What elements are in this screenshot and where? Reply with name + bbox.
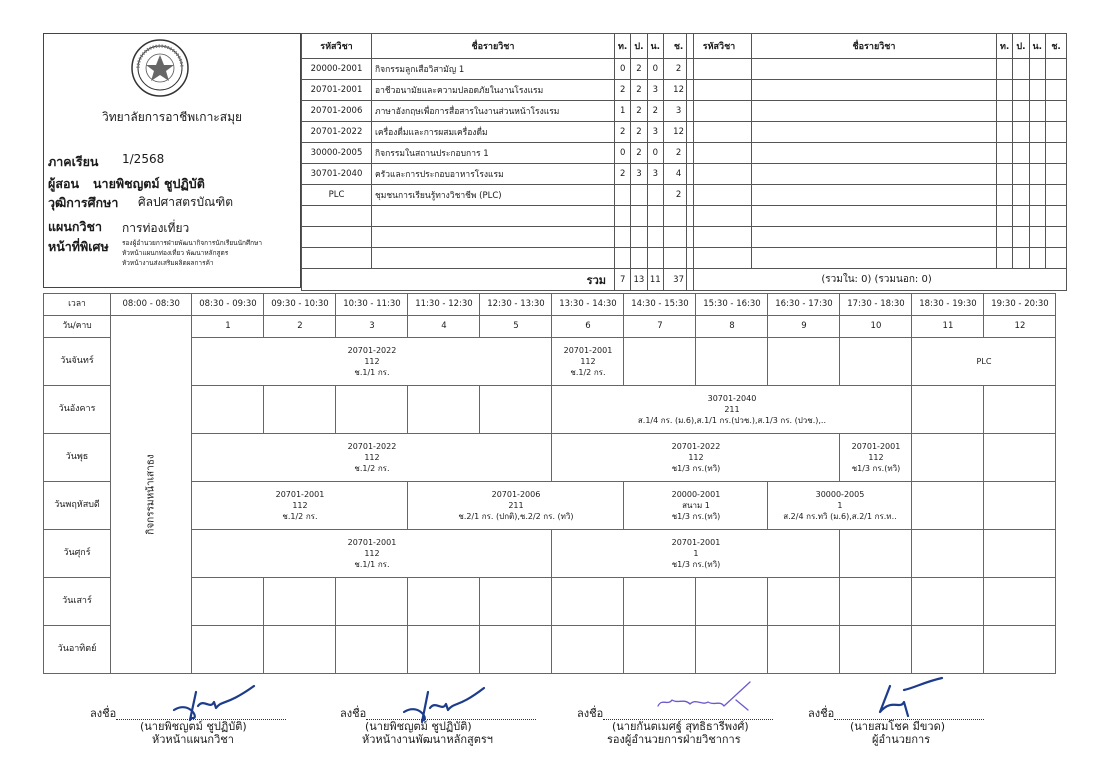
time-slot: 08:30 - 09:30 [192, 294, 264, 316]
class-code: PLC [976, 357, 992, 366]
time-slot: 15:30 - 16:30 [696, 294, 768, 316]
practice: 2 [631, 143, 647, 164]
class-code: 20701-2006 [491, 490, 541, 499]
theory: 2 [615, 80, 631, 101]
summary-row [687, 269, 1067, 291]
sign-prefix: ลงชื่อ [808, 707, 835, 720]
theory: 2 [615, 164, 631, 185]
empty-slot [408, 386, 480, 434]
department-label: แผนกวิชา [48, 219, 103, 234]
duty-item: รองผู้อำนวยการฝ่ายพัฒนากิจการนักเรียนนักศึกษา [122, 239, 262, 247]
hours: 12 [664, 122, 694, 143]
signature-scribble [400, 680, 490, 725]
theory: 2 [615, 122, 631, 143]
class-block [408, 482, 624, 530]
day-name: วันเสาร์ [44, 578, 111, 626]
signer-name: (นายพิชญตม์ ชูปฏิบัติ) [140, 720, 247, 733]
total-label: รวม [302, 269, 615, 291]
homeroom-activity: กิจกรรมหน้าเสาธง [145, 453, 157, 535]
college-name: วิทยาลัยการอาชีพเกาะสมุย [101, 110, 243, 124]
class-room: 112 [364, 549, 380, 558]
special-duty-list [122, 238, 262, 268]
class-group: ช.1/1 กร. [354, 560, 390, 569]
col-header-practice: ป. [1013, 34, 1029, 59]
total-credits: 11 [647, 269, 664, 291]
table-row-empty [687, 122, 1067, 143]
col-header-theory: ท. [615, 34, 631, 59]
class-code: 20000-2001 [671, 490, 721, 499]
class-code: 20701-2022 [347, 442, 397, 451]
day-row-monday [44, 338, 1056, 386]
period-number: 10 [840, 316, 912, 338]
subject-name: เครื่องดื่มและการผสมเครื่องดื่ม [372, 122, 615, 143]
class-code: 20701-2022 [347, 346, 397, 355]
class-group: ช.1/2 กร. [354, 464, 390, 473]
class-room: สนาม 1 [682, 501, 710, 510]
empty-slot [912, 434, 984, 482]
period-number: 7 [624, 316, 696, 338]
degree-value: ศิลปศาสตรบัณฑิต [138, 195, 234, 209]
weekly-schedule [43, 293, 1056, 674]
total-practice: 13 [631, 269, 647, 291]
period-label: วัน/คาบ [44, 316, 111, 338]
table-row-empty [687, 59, 1067, 80]
day-row-thursday [44, 482, 1056, 530]
class-room: 112 [364, 453, 380, 462]
sign-prefix: ลงชื่อ [340, 707, 367, 720]
col-header-code: รหัสวิชา [687, 34, 752, 59]
special-duty-label: หน้าที่พิเศษ [48, 239, 109, 254]
class-group: ช.1/2 กร. [570, 368, 606, 377]
table-row-empty [302, 248, 694, 269]
total-row [302, 269, 694, 291]
table-row-empty [687, 164, 1067, 185]
class-block [624, 482, 768, 530]
empty-slot [192, 386, 264, 434]
class-group: ส.2/4 กร.ทวิ (ม.6),ส.2/1 กร.ท.. [783, 512, 897, 521]
table-row [302, 59, 694, 80]
theory [615, 185, 631, 206]
col-header-credits: น. [647, 34, 664, 59]
table-row [302, 80, 694, 101]
table-row-empty [687, 206, 1067, 227]
period-header-row [44, 316, 1056, 338]
signer-name: (นายพิชญตม์ ชูปฏิบัติ) [365, 720, 472, 733]
col-header-name: ชื่อรายวิชา [752, 34, 997, 59]
semester-value: 1/2568 [122, 152, 165, 166]
time-slot: 10:30 - 11:30 [336, 294, 408, 316]
signer-role: ผู้อำนวยการ [872, 733, 931, 746]
class-block [192, 338, 552, 386]
teacher-label: ผู้สอน [48, 176, 80, 191]
day-name: วันพฤหัสบดี [44, 482, 111, 530]
class-code: 20701-2022 [671, 442, 721, 451]
class-code: 30000-2005 [815, 490, 865, 499]
table-row-empty [687, 80, 1067, 101]
table-row [302, 164, 694, 185]
table-row-empty [302, 227, 694, 248]
empty-slot [912, 482, 984, 530]
empty-slot [840, 338, 912, 386]
day-name: วันศุกร์ [44, 530, 111, 578]
col-header-theory: ท. [997, 34, 1013, 59]
subject-name: ครัวและการประกอบอาหารโรงแรม [372, 164, 615, 185]
duty-item: หัวหน้าแผนกท่องเที่ยว พัฒนาหลักสูตร [122, 249, 229, 257]
class-room: 1 [837, 501, 843, 510]
subject-table-right [686, 33, 1067, 291]
class-block [552, 434, 840, 482]
table-row-empty [687, 248, 1067, 269]
class-code: 20701-2001 [563, 346, 613, 355]
time-header-row [44, 294, 1056, 316]
practice [631, 185, 647, 206]
table-row [302, 185, 694, 206]
credits [647, 185, 664, 206]
subject-name: อาชีวอนามัยและความปลอดภัยในงานโรงแรม [372, 80, 615, 101]
empty-slot [336, 386, 408, 434]
class-block [192, 482, 408, 530]
class-group: ช.1/1 กร. [354, 368, 390, 377]
period-number: 9 [768, 316, 840, 338]
time-slot: 11:30 - 12:30 [408, 294, 480, 316]
class-code: 20701-2001 [851, 442, 901, 451]
class-code: 20701-2001 [671, 538, 721, 547]
time-slot: 14:30 - 15:30 [624, 294, 696, 316]
subject-name: ชุมชนการเรียนรู้ทางวิชาชีพ (PLC) [372, 185, 615, 206]
period-number: 1 [192, 316, 264, 338]
subject-table [301, 33, 694, 291]
day-name: วันอาทิตย์ [44, 626, 111, 674]
degree-label: วุฒิการศึกษา [48, 195, 119, 210]
subject-code: 20701-2006 [302, 101, 372, 122]
time-label: เวลา [44, 294, 111, 316]
class-room: 211 [724, 405, 740, 414]
subject-code: 30000-2005 [302, 143, 372, 164]
department-value: การท่องเที่ยว [122, 221, 190, 235]
class-group: ช.1/2 กร. [282, 512, 318, 521]
day-row-wednesday [44, 434, 1056, 482]
table-row-empty [687, 227, 1067, 248]
empty-slot [624, 338, 696, 386]
subject-code: 20000-2001 [302, 59, 372, 80]
empty-slot [912, 530, 984, 578]
theory: 0 [615, 59, 631, 80]
subject-code: PLC [302, 185, 372, 206]
period-number: 8 [696, 316, 768, 338]
empty-slot [984, 386, 1056, 434]
in-out-summary: (รวมใน: 0) (รวมนอก: 0) [687, 269, 1067, 291]
day-name: วันพุธ [44, 434, 111, 482]
period-number: 4 [408, 316, 480, 338]
sign-prefix: ลงชื่อ [90, 707, 117, 720]
practice: 3 [631, 164, 647, 185]
subject-name: กิจกรรมลูกเสือวิสามัญ 1 [372, 59, 615, 80]
empty-slot [984, 434, 1056, 482]
col-header-name: ชื่อรายวิชา [372, 34, 615, 59]
class-block [912, 338, 1056, 386]
time-slot: 16:30 - 17:30 [768, 294, 840, 316]
class-group: ส.1/4 กร. (ม.6),ส.1/1 กร.(ปวช.),ส.1/3 กร. (ปวช.),.. [637, 416, 827, 425]
empty-slot [480, 386, 552, 434]
time-slot: 09:30 - 10:30 [264, 294, 336, 316]
class-room: 1 [693, 549, 699, 558]
col-header-hours: ช. [664, 34, 694, 59]
signature-scribble [170, 680, 260, 725]
hours: 2 [664, 59, 694, 80]
class-room: 112 [292, 501, 308, 510]
hours: 2 [664, 143, 694, 164]
practice: 2 [631, 101, 647, 122]
semester-label: ภาคเรียน [48, 154, 99, 169]
empty-slot [984, 482, 1056, 530]
class-code: 20701-2001 [347, 538, 397, 547]
class-room: 112 [688, 453, 704, 462]
credits: 3 [647, 122, 664, 143]
class-group: ช1/3 กร.(ทวิ) [851, 464, 901, 473]
table-row-empty [302, 206, 694, 227]
col-header-code: รหัสวิชา [302, 34, 372, 59]
subject-name: ภาษาอังกฤษเพื่อการสื่อสารในงานส่วนหน้าโรงแรม [372, 101, 615, 122]
theory: 0 [615, 143, 631, 164]
class-block [552, 530, 840, 578]
teacher-name: นายพิชญตม์ ชูปฏิบัติ [93, 176, 205, 191]
time-slot: 19:30 - 20:30 [984, 294, 1056, 316]
class-group: ช1/3 กร.(ทวิ) [671, 464, 721, 473]
class-group: ช.2/1 กร. (ปกติ),ช.2/2 กร. (ทวิ) [458, 512, 574, 521]
subject-name: กิจกรรมในสถานประกอบการ 1 [372, 143, 615, 164]
period-number: 12 [984, 316, 1056, 338]
signer-role: รองผู้อำนวยการฝ่ายวิชาการ [607, 733, 741, 746]
hours: 2 [664, 185, 694, 206]
class-block [552, 338, 624, 386]
table-row [302, 143, 694, 164]
class-room: 112 [580, 357, 596, 366]
class-room: 211 [508, 501, 524, 510]
practice: 2 [631, 59, 647, 80]
homeroom-activity-cell [111, 316, 192, 674]
credits: 0 [647, 143, 664, 164]
empty-slot [696, 338, 768, 386]
time-slot: 17:30 - 18:30 [840, 294, 912, 316]
subject-code: 30701-2040 [302, 164, 372, 185]
empty-slot [840, 530, 912, 578]
class-room: 112 [364, 357, 380, 366]
class-block [192, 530, 552, 578]
credits: 3 [647, 164, 664, 185]
class-block [192, 434, 552, 482]
sign-prefix: ลงชื่อ [577, 707, 604, 720]
empty-slot [912, 386, 984, 434]
signature-scribble [870, 676, 950, 721]
hours: 4 [664, 164, 694, 185]
period-number: 5 [480, 316, 552, 338]
period-number: 6 [552, 316, 624, 338]
class-code: 20701-2001 [275, 490, 325, 499]
homeroom-time: 08:00 - 08:30 [111, 294, 192, 316]
signer-role: หัวหน้าแผนกวิชา [152, 733, 234, 746]
class-block [768, 482, 912, 530]
class-code: 30701-2040 [707, 394, 757, 403]
table-row-empty [687, 185, 1067, 206]
empty-slot [264, 386, 336, 434]
day-row-saturday [44, 578, 1056, 626]
class-group: ช1/3 กร.(ทวิ) [671, 560, 721, 569]
col-header-credits: น. [1029, 34, 1046, 59]
class-block [552, 386, 912, 434]
total-theory: 7 [615, 269, 631, 291]
duty-item: หัวหน้างานส่งเสริมผลิตผลการค้า [122, 259, 214, 267]
credits: 2 [647, 101, 664, 122]
time-slot: 18:30 - 19:30 [912, 294, 984, 316]
period-number: 3 [336, 316, 408, 338]
period-number: 2 [264, 316, 336, 338]
credits: 0 [647, 59, 664, 80]
time-slot: 12:30 - 13:30 [480, 294, 552, 316]
total-hours: 37 [664, 269, 694, 291]
table-row [302, 101, 694, 122]
signer-name: (นายกันตเมศฐ์ สุทธิธารีพงศ์) [612, 720, 749, 733]
period-number: 11 [912, 316, 984, 338]
signer-name: (นายสมโชค มีขวด) [850, 720, 946, 733]
class-room: 112 [868, 453, 884, 462]
subject-code: 20701-2001 [302, 80, 372, 101]
time-slot: 13:30 - 14:30 [552, 294, 624, 316]
table-row-empty [687, 143, 1067, 164]
theory: 1 [615, 101, 631, 122]
table-row-empty [687, 101, 1067, 122]
day-row-sunday [44, 626, 1056, 674]
class-block [840, 434, 912, 482]
practice: 2 [631, 80, 647, 101]
empty-slot [984, 530, 1056, 578]
col-header-practice: ป. [631, 34, 647, 59]
hours: 12 [664, 80, 694, 101]
hours: 3 [664, 101, 694, 122]
empty-slot [768, 338, 840, 386]
day-name: วันอังคาร [44, 386, 111, 434]
class-group: ช1/3 กร.(ทวิ) [671, 512, 721, 521]
subject-code: 20701-2022 [302, 122, 372, 143]
signer-role: หัวหน้างานพัฒนาหลักสูตรฯ [362, 733, 493, 746]
signature-scribble [650, 676, 760, 716]
day-row-friday [44, 530, 1056, 578]
college-seal-icon [130, 38, 190, 98]
day-row-tuesday [44, 386, 1056, 434]
col-header-hours: ช. [1046, 34, 1067, 59]
practice: 2 [631, 122, 647, 143]
day-name: วันจันทร์ [44, 338, 111, 386]
table-row [302, 122, 694, 143]
credits: 3 [647, 80, 664, 101]
